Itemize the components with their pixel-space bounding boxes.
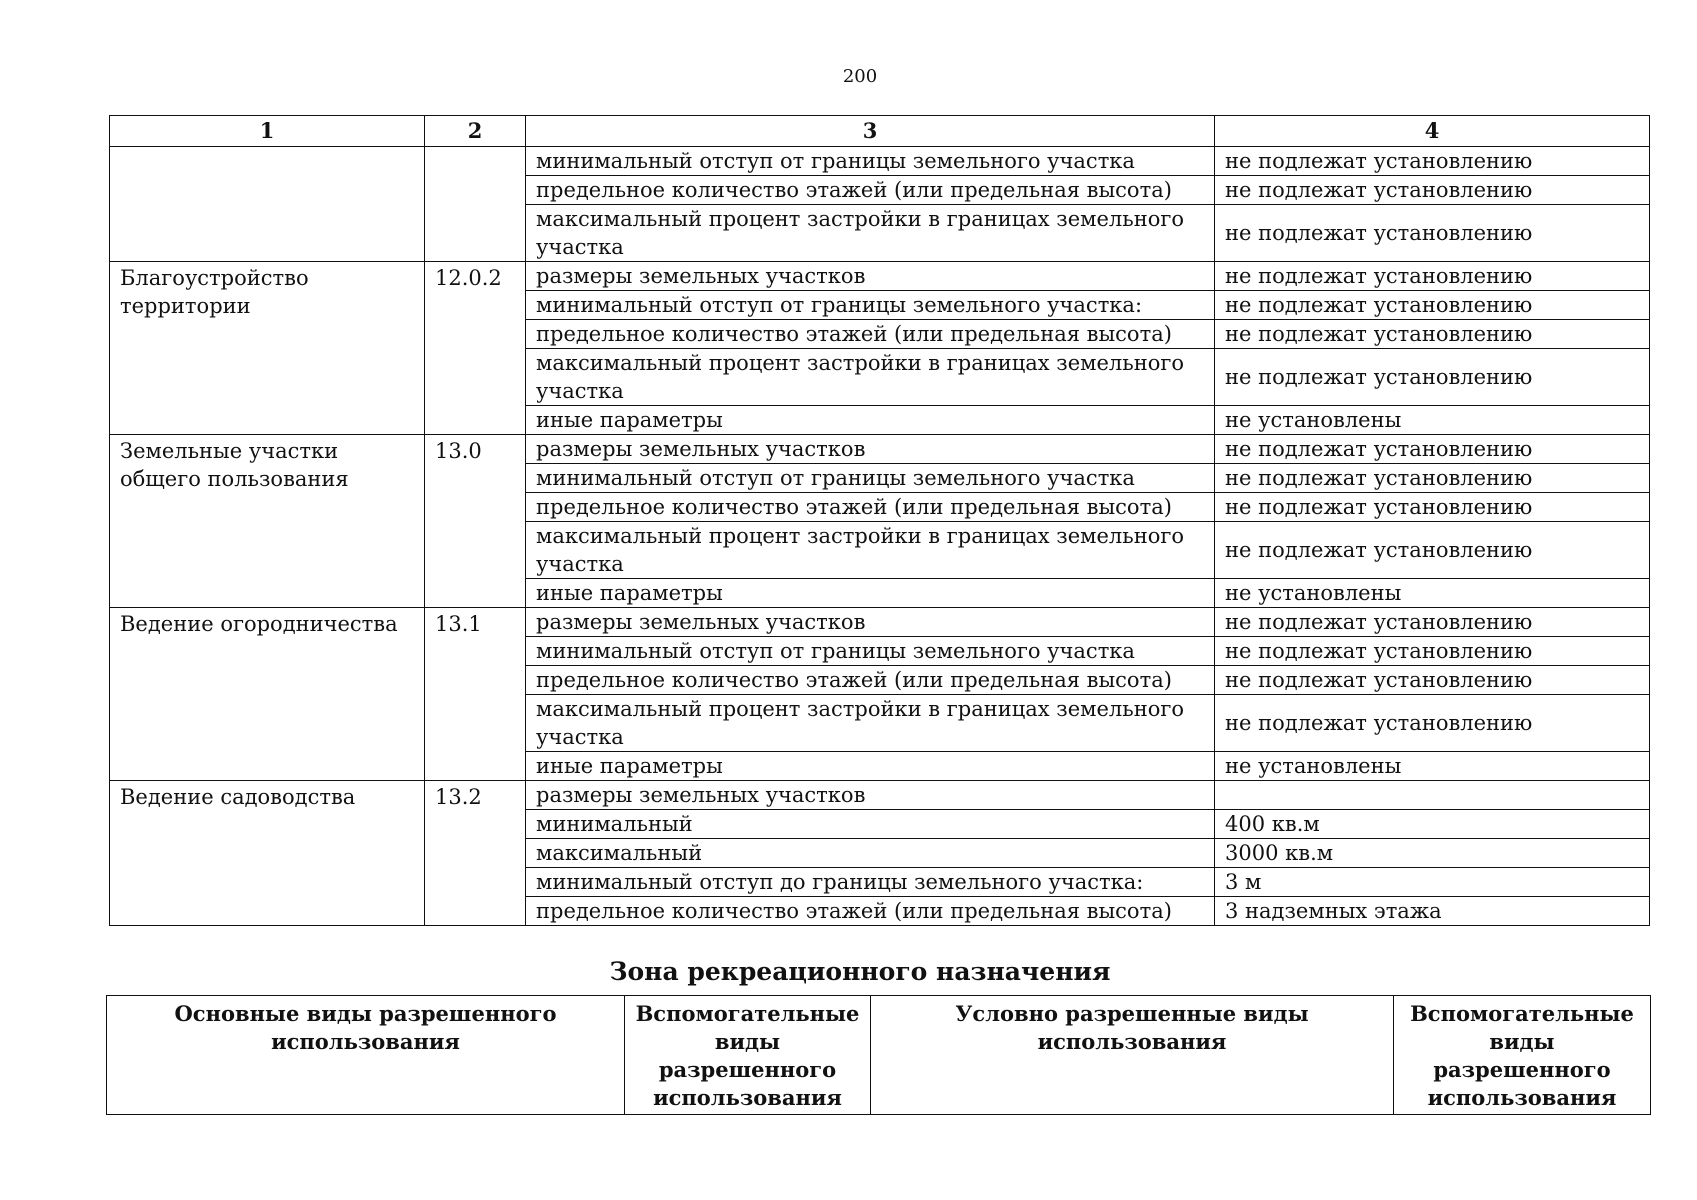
zone-header-conditional-uses: Условно разрешенные виды использования [871, 996, 1394, 1115]
column-header-2: 2 [425, 116, 526, 147]
parameter-value: 3 м [1215, 868, 1650, 897]
parameter-name: максимальный процент застройки в границах земельного участка [526, 205, 1215, 262]
parameter-name: максимальный [526, 839, 1215, 868]
use-type-name: Ведение садоводства [110, 781, 425, 926]
parameter-name: максимальный процент застройки в границах земельного участка [526, 522, 1215, 579]
parameter-value: не подлежат установлению [1215, 522, 1650, 579]
parameter-name: минимальный отступ от границы земельного участка [526, 147, 1215, 176]
table-row [110, 147, 1650, 176]
parameter-value: не подлежат установлению [1215, 147, 1650, 176]
section-title: Зона рекреационного назначения [609, 957, 1111, 986]
parameter-value: не подлежат установлению [1215, 464, 1650, 493]
parameter-value: не подлежат установлению [1215, 205, 1650, 262]
zone-header-row [107, 996, 1651, 1115]
parameter-value: не подлежат установлению [1215, 435, 1650, 464]
parameter-name: минимальный [526, 810, 1215, 839]
page-number: 200 [842, 66, 878, 87]
parameter-value: 400 кв.м [1215, 810, 1650, 839]
zone-header-main-uses: Основные виды разрешенного использования [107, 996, 625, 1115]
parameter-name: предельное количество этажей (или предельная высота) [526, 493, 1215, 522]
parameter-name: предельное количество этажей (или предельная высота) [526, 176, 1215, 205]
parameter-value: не установлены [1215, 579, 1650, 608]
use-type-code: 13.2 [425, 781, 526, 926]
table-row [110, 781, 1650, 810]
parameter-name: размеры земельных участков [526, 435, 1215, 464]
parameter-name: минимальный отступ от границы земельного участка: [526, 291, 1215, 320]
column-header-3: 3 [526, 116, 1215, 147]
table-row [110, 608, 1650, 637]
parameter-value: не подлежат установлению [1215, 262, 1650, 291]
parameters-table-body [110, 147, 1650, 926]
parameter-name: размеры земельных участков [526, 262, 1215, 291]
parameter-name: иные параметры [526, 752, 1215, 781]
parameter-value: не подлежат установлению [1215, 608, 1650, 637]
parameter-value: не подлежат установлению [1215, 695, 1650, 752]
table-row [110, 262, 1650, 291]
use-type-code [425, 147, 526, 262]
use-type-code: 13.0 [425, 435, 526, 608]
parameter-value: не установлены [1215, 752, 1650, 781]
parameter-value [1215, 781, 1650, 810]
parameter-value: не подлежат установлению [1215, 291, 1650, 320]
parameter-value: не подлежат установлению [1215, 176, 1650, 205]
parameter-name: минимальный отступ до границы земельного участка: [526, 868, 1215, 897]
parameter-value: не подлежат установлению [1215, 320, 1650, 349]
parameter-name: иные параметры [526, 406, 1215, 435]
parameters-table [109, 115, 1650, 926]
use-type-name [110, 147, 425, 262]
parameter-value: не установлены [1215, 406, 1650, 435]
column-header-4: 4 [1215, 116, 1650, 147]
zone-header-auxiliary-uses: Вспомогательные виды разрешенного использования [625, 996, 871, 1115]
column-header-1: 1 [110, 116, 425, 147]
parameter-name: иные параметры [526, 579, 1215, 608]
use-type-name: Благоустройство территории [110, 262, 425, 435]
parameter-name: размеры земельных участков [526, 781, 1215, 810]
parameter-name: минимальный отступ от границы земельного участка [526, 464, 1215, 493]
use-type-code: 12.0.2 [425, 262, 526, 435]
parameter-value: 3000 кв.м [1215, 839, 1650, 868]
zone-table [106, 995, 1651, 1115]
parameter-name: предельное количество этажей (или предельная высота) [526, 897, 1215, 926]
parameter-name: максимальный процент застройки в границах земельного участка [526, 349, 1215, 406]
use-type-code: 13.1 [425, 608, 526, 781]
parameter-value: не подлежат установлению [1215, 637, 1650, 666]
parameter-name: максимальный процент застройки в границах земельного участка [526, 695, 1215, 752]
header-row [110, 116, 1650, 147]
use-type-name: Земельные участки общего пользования [110, 435, 425, 608]
parameter-value: не подлежат установлению [1215, 493, 1650, 522]
parameter-value: 3 надземных этажа [1215, 897, 1650, 926]
parameter-name: размеры земельных участков [526, 608, 1215, 637]
parameter-name: предельное количество этажей (или предельная высота) [526, 320, 1215, 349]
table-row [110, 435, 1650, 464]
parameter-name: предельное количество этажей (или предельная высота) [526, 666, 1215, 695]
parameter-name: минимальный отступ от границы земельного участка [526, 637, 1215, 666]
parameter-value: не подлежат установлению [1215, 666, 1650, 695]
parameter-value: не подлежат установлению [1215, 349, 1650, 406]
zone-header-auxiliary-uses-2: Вспомогательные виды разрешенного использования [1394, 996, 1651, 1115]
use-type-name: Ведение огородничества [110, 608, 425, 781]
